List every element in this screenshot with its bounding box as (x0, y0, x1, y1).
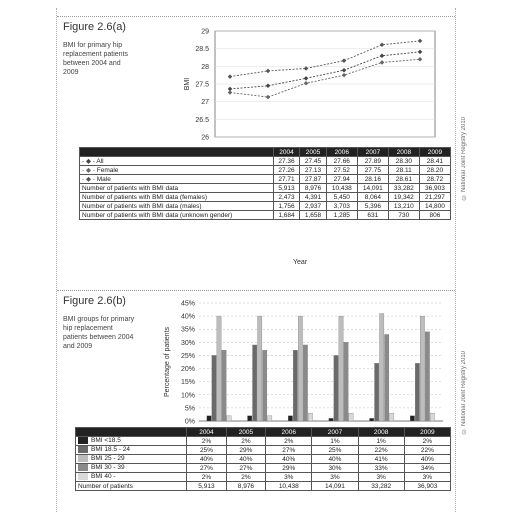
table-cell: 28.16 (357, 175, 388, 184)
data-point (304, 81, 309, 86)
legend-swatch (78, 446, 88, 453)
table-cell: 21,297 (419, 193, 450, 202)
table-cell: 8,976 (226, 482, 265, 491)
data-point (342, 73, 347, 78)
row-label-text: BMI <18.5 (91, 437, 121, 445)
series-line (230, 41, 420, 77)
row-label-text: Number of patients with BMI data (females) (82, 193, 207, 201)
table-row (76, 473, 451, 482)
legend-swatch (78, 437, 88, 444)
table-cell: 4,391 (300, 193, 327, 202)
table-cell: 40% (404, 455, 450, 464)
bar (334, 355, 338, 421)
bar (303, 345, 307, 421)
table-cell: 631 (357, 211, 388, 220)
bar (288, 416, 292, 421)
table-cell: 33,282 (358, 482, 404, 491)
table-cell: 27% (226, 464, 265, 473)
table-row (80, 193, 451, 202)
bar (227, 416, 231, 421)
column-header: 2005 (300, 148, 327, 157)
bar (298, 316, 302, 421)
table-cell: 8,976 (300, 184, 327, 193)
table-cell: 5,913 (273, 184, 300, 193)
row-label (80, 193, 274, 202)
table-cell: 28.20 (419, 166, 450, 175)
y-tick-label: 26.5 (195, 116, 209, 124)
column-header: 2008 (358, 428, 404, 437)
table-cell: 1% (358, 437, 404, 446)
table-row (80, 211, 451, 220)
data-point (228, 74, 233, 79)
table-cell: 27.75 (357, 166, 388, 175)
bar (263, 350, 267, 421)
bar (308, 413, 312, 421)
table-cell: 27.26 (273, 166, 300, 175)
legend-swatch (78, 464, 88, 471)
y-tick-label: 28 (201, 63, 209, 71)
data-point (342, 58, 347, 63)
table-cell: 806 (419, 211, 450, 220)
report-page (56, 8, 467, 512)
column-header: 2006 (326, 148, 357, 157)
table-cell: 2,473 (273, 193, 300, 202)
table-cell: 1,756 (273, 202, 300, 211)
row-label (80, 175, 274, 184)
table-cell: 25% (187, 446, 226, 455)
figure-panel-a (57, 16, 467, 271)
row-label-text: Female (96, 167, 119, 174)
bar (370, 418, 374, 421)
data-point (266, 69, 271, 74)
bar (425, 332, 429, 421)
legend-swatch (78, 455, 88, 462)
table-row (76, 446, 451, 455)
bar (268, 416, 272, 421)
figure-b-title: Figure 2.6(b) (63, 295, 126, 307)
y-tick-label: 26 (201, 134, 209, 142)
table-row (80, 157, 451, 166)
table-cell: 27.89 (357, 157, 388, 166)
figure-a-copyright: © National Joint Registry 2010 (461, 117, 467, 200)
row-label (76, 473, 187, 482)
row-label (76, 446, 187, 455)
data-point (304, 66, 309, 71)
table-cell: 3% (266, 473, 312, 482)
table-cell: 3,703 (326, 202, 357, 211)
row-label (80, 211, 274, 220)
data-point (380, 43, 385, 48)
table-cell: 27% (187, 464, 226, 473)
row-label (76, 482, 187, 491)
bar (329, 418, 333, 421)
table-header-row (76, 428, 451, 437)
table-cell: 10,438 (326, 184, 357, 193)
row-label-text: BMI 30 - 39 (91, 464, 125, 472)
table-row (80, 184, 451, 193)
table-cell: 33% (358, 464, 404, 473)
bar (293, 350, 297, 421)
data-point (418, 39, 423, 44)
y-tick-label: 15% (180, 379, 195, 387)
legend-marker-icon: - ◆ - (82, 158, 97, 165)
table-cell: 40% (266, 455, 312, 464)
table-cell: 27.45 (300, 157, 327, 166)
data-point (304, 76, 309, 81)
bar (385, 334, 389, 421)
row-label (80, 166, 274, 175)
bmi-line-chart (145, 17, 445, 142)
legend-marker-icon: - ◆ - (82, 167, 97, 174)
y-tick-label: 27 (201, 99, 209, 107)
column-header: 2005 (226, 428, 265, 437)
table-cell: 2% (187, 437, 226, 446)
table-cell: 33,282 (388, 184, 419, 193)
bar (390, 413, 394, 421)
column-header (76, 428, 187, 437)
figure-b-description: BMI groups for primary hip replacement patients between 2004 and 2009 (63, 316, 135, 350)
bar (344, 342, 348, 421)
table-cell: 2,937 (300, 202, 327, 211)
bmi-group-table (75, 427, 451, 491)
table-cell: 1,684 (273, 211, 300, 220)
table-cell: 36,903 (419, 184, 450, 193)
table-cell: 5,450 (326, 193, 357, 202)
table-header-row (80, 148, 451, 157)
bar (430, 413, 434, 421)
y-tick-label: 30% (180, 339, 195, 347)
table-cell: 3% (312, 473, 358, 482)
table-cell: 22% (404, 446, 450, 455)
y-tick-label: 25% (180, 352, 195, 360)
row-label-text: Number of patients with BMI data (82, 184, 179, 192)
bar (248, 416, 252, 421)
row-label (80, 184, 274, 193)
column-header: 2006 (266, 428, 312, 437)
table-row (80, 166, 451, 175)
table-cell: 2% (226, 473, 265, 482)
table-row (76, 464, 451, 473)
table-cell: 14,091 (357, 184, 388, 193)
y-tick-label: 28.5 (195, 46, 209, 54)
y-tick-label: 27.5 (195, 81, 209, 89)
column-header: 2004 (273, 148, 300, 157)
table-cell: 14,800 (419, 202, 450, 211)
table-cell: 40% (187, 455, 226, 464)
table-cell: 40% (226, 455, 265, 464)
table-cell: 22% (358, 446, 404, 455)
table-row (76, 455, 451, 464)
data-point (342, 68, 347, 73)
table-cell: 40% (312, 455, 358, 464)
y-tick-label: 10% (180, 392, 195, 400)
table-cell: 27% (266, 446, 312, 455)
table-cell: 29% (226, 446, 265, 455)
row-label-text: BMI 40 - (91, 473, 116, 481)
bar (339, 316, 343, 421)
table-cell: 27.52 (326, 166, 357, 175)
table-cell: 30% (312, 464, 358, 473)
column-header: 2007 (312, 428, 358, 437)
y-tick-label: 45% (180, 300, 195, 308)
bar (217, 316, 221, 421)
row-label-text: Male (96, 176, 111, 183)
bar (410, 416, 414, 421)
table-cell: 2% (187, 473, 226, 482)
table-cell: 13,210 (388, 202, 419, 211)
table-cell: 2% (226, 437, 265, 446)
table-cell: 41% (358, 455, 404, 464)
row-label (76, 455, 187, 464)
table-cell: 36,903 (404, 482, 450, 491)
row-label (80, 157, 274, 166)
table-cell: 8,064 (357, 193, 388, 202)
column-header: 2004 (187, 428, 226, 437)
y-tick-label: 20% (180, 366, 195, 374)
table-cell: 1% (312, 437, 358, 446)
table-cell: 28.11 (388, 166, 419, 175)
row-label (80, 202, 274, 211)
table-cell: 3% (358, 473, 404, 482)
column-header (80, 148, 274, 157)
y-tick-label: 40% (180, 313, 195, 321)
table-cell: 14,091 (312, 482, 358, 491)
table-cell: 28.41 (419, 157, 450, 166)
table-cell: 27.36 (273, 157, 300, 166)
y-tick-label: 29 (201, 28, 209, 36)
data-point (418, 50, 423, 55)
table-cell: 1,658 (300, 211, 327, 220)
series-line (230, 52, 420, 89)
table-row (76, 482, 451, 491)
table-cell: 19,342 (388, 193, 419, 202)
row-label-text: Number of patients with BMI data (unknown gender) (82, 211, 233, 219)
row-label-text: Number of patients (78, 482, 133, 490)
table-cell: 730 (388, 211, 419, 220)
bar (207, 416, 211, 421)
data-point (266, 95, 271, 100)
table-cell: 2% (404, 437, 450, 446)
y-tick-label: 35% (180, 326, 195, 334)
bar (222, 350, 226, 421)
bmi-data-table (79, 147, 451, 220)
table-cell: 29% (266, 464, 312, 473)
table-row (80, 202, 451, 211)
data-point (380, 60, 385, 65)
legend-marker-icon: - ◆ - (82, 176, 97, 183)
table-cell: 28.72 (419, 175, 450, 184)
table-cell: 2% (266, 437, 312, 446)
y-tick-label: 5% (184, 405, 195, 413)
bar (420, 316, 424, 421)
table-cell: 5,396 (357, 202, 388, 211)
column-header: 2009 (419, 148, 450, 157)
figure-a-title: Figure 2.6(a) (63, 21, 126, 33)
bar (375, 363, 379, 421)
table-cell: 28.61 (388, 175, 419, 184)
table-cell: 3% (404, 473, 450, 482)
bar (253, 345, 257, 421)
y-axis-label: Percentage of patients (164, 326, 171, 398)
table-cell: 34% (404, 464, 450, 473)
row-label-text: All (96, 158, 104, 165)
bar (349, 413, 353, 421)
bmi-group-bar-chart (137, 297, 447, 425)
table-cell: 27.13 (300, 166, 327, 175)
table-cell: 27.71 (273, 175, 300, 184)
figure-a-description: BMI for primary hip replacement patients between 2004 and 2009 (63, 42, 128, 76)
year-axis-label: Year (293, 259, 308, 266)
row-label (76, 437, 187, 446)
table-cell: 28.30 (388, 157, 419, 166)
table-cell: 27.94 (326, 175, 357, 184)
y-axis-label: BMI (184, 77, 191, 91)
figure-panel-b (57, 290, 467, 513)
data-point (380, 53, 385, 58)
column-header: 2009 (404, 428, 450, 437)
table-cell: 5,913 (187, 482, 226, 491)
bar (258, 316, 262, 421)
row-label-text: BMI 25 - 29 (91, 455, 125, 463)
y-tick-label: 0% (184, 418, 195, 425)
column-header: 2007 (357, 148, 388, 157)
figure-b-copyright: © National Joint Registry 2010 (461, 351, 467, 434)
table-cell: 1,285 (326, 211, 357, 220)
table-cell: 25% (312, 446, 358, 455)
bar (380, 313, 384, 421)
bar (415, 363, 419, 421)
bar (212, 355, 216, 421)
row-label (76, 464, 187, 473)
data-point (228, 90, 233, 95)
table-cell: 10,438 (266, 482, 312, 491)
table-cell: 27.66 (326, 157, 357, 166)
row-label-text: BMI 18.5 - 24 (91, 446, 131, 454)
legend-swatch (78, 473, 88, 480)
data-point (418, 57, 423, 62)
row-label-text: Number of patients with BMI data (males) (82, 202, 202, 210)
column-header: 2008 (388, 148, 419, 157)
table-row (76, 437, 451, 446)
table-cell: 27.87 (300, 175, 327, 184)
table-row (80, 175, 451, 184)
